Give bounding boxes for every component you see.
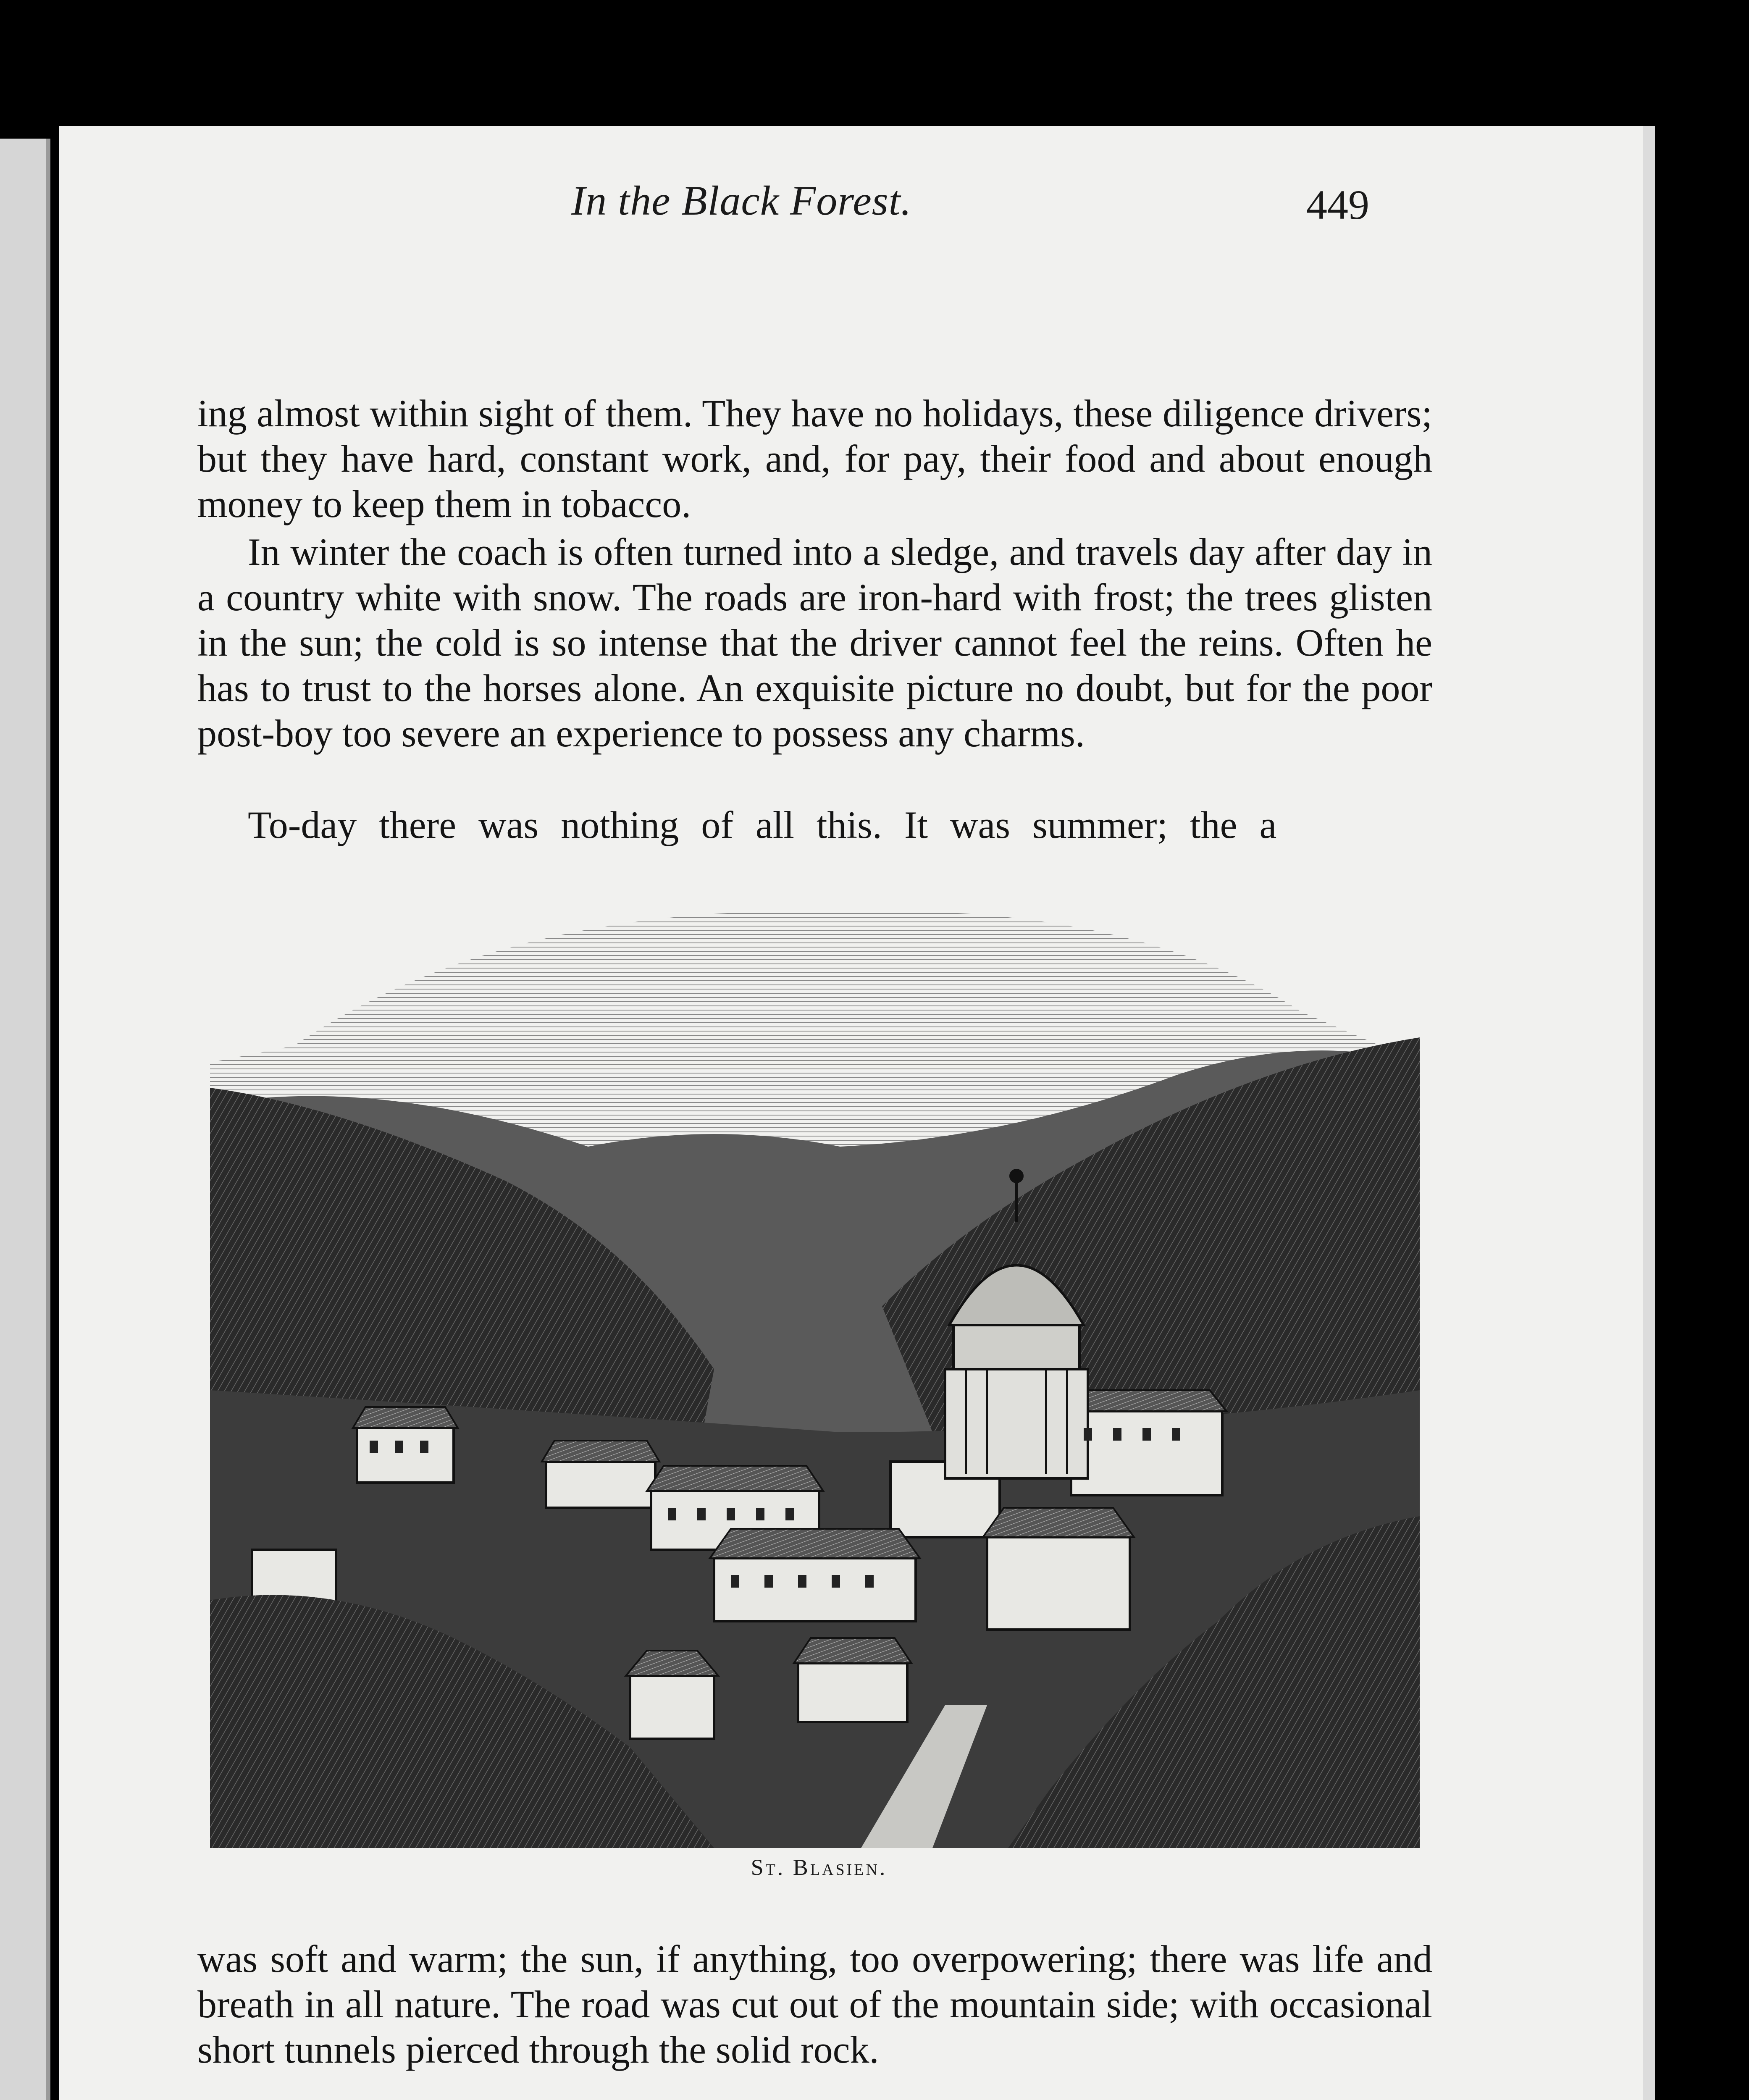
illustration-caption: St. Blasien.: [751, 1855, 888, 1880]
paragraph-4: was soft and warm; the sun, if anything, too overpowering; there was life and breath in all nature. The road was cut out of the mountain side; with occasional short tunnels pierced through the solid rock.: [197, 1937, 1432, 2071]
page-number: 449: [1306, 181, 1369, 228]
st-blasien-engraving: [210, 886, 1420, 1848]
engraving-image: [210, 886, 1420, 1848]
paragraph-2: In winter the coach is often turned into a sledge, and travels day after day in a country white with snow. The roads are iron-hard with frost; the trees glisten in the sun; the cold is so intense that the driver cannot feel the reins. Often he has to trust to the horses alone. An exquisite picture no doubt, but for the poor post-boy too severe an experience to possess any charms.: [197, 530, 1432, 755]
paragraph-3: To-day there was nothing of all this. It was summer; the a: [248, 803, 1277, 846]
running-title: In the Black Forest.: [571, 177, 912, 224]
adjacent-page-edge: [0, 139, 50, 2100]
paragraph-1: ing almost within sight of them. They have no holidays, these diligence drivers; but they have hard, constant work, and, for pay, their food and about enough money to keep them in tobacco.: [197, 392, 1432, 525]
